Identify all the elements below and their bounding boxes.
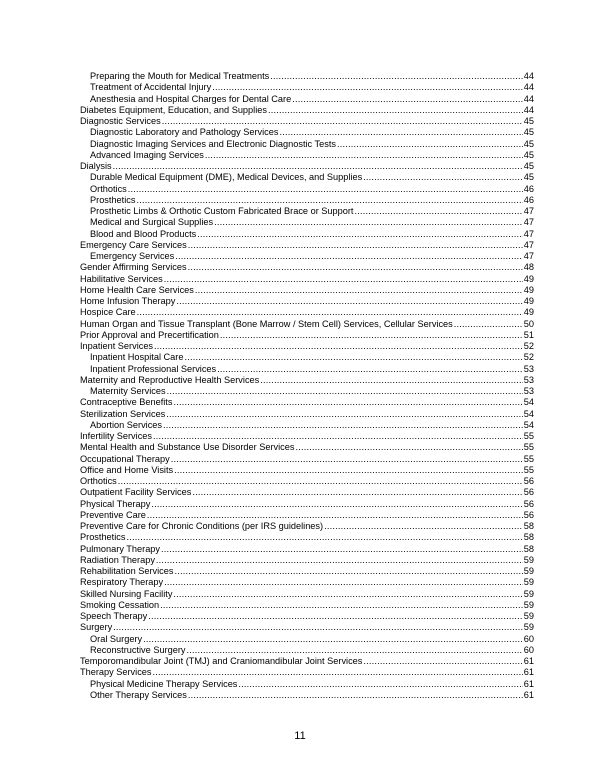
toc-entry-title[interactable]: Prosthetics — [80, 532, 126, 543]
toc-entry-page[interactable]: 49 — [523, 296, 534, 306]
toc-entry-page[interactable]: 52 — [523, 341, 534, 351]
toc-entry-page[interactable]: 45 — [523, 161, 534, 171]
dot-leader — [454, 319, 523, 330]
toc-entry-page[interactable]: 44 — [523, 82, 534, 93]
toc-entry[interactable] — [80, 577, 534, 588]
dot-leader — [174, 465, 523, 476]
toc-entry-title[interactable]: Contraceptive Benefits — [80, 397, 173, 408]
toc-entry-title[interactable]: Outpatient Facility Services — [80, 487, 192, 498]
dot-leader — [160, 600, 523, 611]
toc-entry-title[interactable]: Inpatient Services — [80, 341, 154, 351]
toc-entry-title[interactable]: Mental Health and Substance Use Disorder Services — [80, 442, 295, 453]
toc-entry[interactable] — [80, 634, 534, 645]
dot-leader — [154, 341, 523, 352]
dot-leader — [238, 679, 522, 690]
dot-leader — [176, 296, 522, 307]
toc-entry-page[interactable]: 48 — [523, 262, 534, 273]
toc-entry[interactable] — [80, 566, 534, 577]
dot-leader — [363, 172, 523, 183]
toc-entry[interactable] — [80, 679, 534, 690]
toc-entry-title[interactable]: Emergency Services — [90, 251, 175, 261]
toc-entry-page[interactable]: 45 — [523, 116, 534, 126]
toc-entry[interactable] — [80, 487, 534, 498]
toc-entry[interactable] — [80, 82, 534, 93]
toc-entry[interactable] — [80, 307, 534, 318]
toc-entry-title[interactable]: Medical and Surgical Supplies — [90, 217, 214, 228]
toc-entry-title[interactable]: Abortion Services — [90, 419, 163, 430]
toc-entry-title[interactable]: Maternity and Reproductive Health Services — [80, 374, 260, 385]
toc-entry[interactable] — [80, 172, 534, 183]
dot-leader — [354, 206, 522, 217]
toc-entry[interactable] — [80, 206, 534, 217]
toc-entry[interactable] — [80, 611, 534, 622]
toc-entry-title[interactable]: Infertility Services — [80, 431, 152, 441]
dot-leader — [174, 566, 522, 577]
toc-entry-page[interactable]: 47 — [523, 228, 534, 239]
toc-entry[interactable] — [80, 409, 534, 420]
toc-entry-page[interactable]: 56 — [523, 487, 534, 498]
toc-entry-page[interactable]: 55 — [523, 464, 534, 475]
toc-entry[interactable] — [80, 330, 534, 341]
dot-leader — [118, 476, 523, 487]
dot-leader — [137, 307, 523, 318]
dot-leader — [147, 510, 523, 521]
toc-entry-page[interactable]: 47 — [523, 206, 534, 216]
dot-leader — [143, 634, 523, 645]
toc-entry[interactable] — [80, 510, 534, 521]
toc-entry-page[interactable]: 61 — [523, 667, 534, 678]
dot-leader — [128, 184, 523, 195]
dot-leader — [126, 532, 522, 543]
toc-entry-page[interactable]: 47 — [523, 217, 534, 228]
toc-entry[interactable] — [80, 161, 534, 172]
toc-entry[interactable] — [80, 454, 534, 465]
page-number: 11 — [294, 730, 306, 742]
dot-leader — [173, 397, 522, 408]
toc-entry[interactable] — [80, 521, 534, 532]
toc-entry-title[interactable]: Human Organ and Tissue Transplant (Bone Marrow / Stem Cell) Services, Cellular Services — [80, 318, 453, 329]
toc-entry[interactable] — [80, 476, 534, 487]
toc-entry-page[interactable]: 46 — [523, 194, 534, 205]
toc-entry-title[interactable]: Home Infusion Therapy — [80, 296, 176, 306]
toc-entry-page[interactable]: 61 — [523, 678, 534, 689]
toc-entry-title[interactable]: Rehabilitation Services — [80, 566, 174, 576]
toc-entry-title[interactable]: Smoking Cessation — [80, 599, 160, 610]
dot-leader — [113, 161, 523, 172]
dot-leader — [279, 127, 522, 138]
toc-entry-title[interactable]: Treatment of Accidental Injury — [90, 82, 212, 93]
dot-leader — [197, 229, 523, 240]
dot-leader — [205, 150, 523, 161]
toc-entry[interactable] — [80, 274, 534, 285]
toc-entry[interactable] — [80, 555, 534, 566]
toc-entry-page[interactable]: 45 — [523, 172, 534, 183]
dot-leader — [156, 555, 523, 566]
toc-entry-page[interactable]: 54 — [523, 397, 534, 408]
toc-entry-page[interactable]: 60 — [523, 644, 534, 655]
dot-leader — [153, 667, 523, 678]
toc-entry-title[interactable]: Occupational Therapy — [80, 453, 170, 464]
toc-entry-title[interactable]: Inpatient Hospital Care — [90, 352, 184, 363]
toc-entry[interactable] — [80, 645, 534, 656]
toc-entry-page[interactable]: 58 — [523, 521, 534, 531]
toc-entry[interactable] — [80, 465, 534, 476]
dot-leader — [295, 442, 522, 453]
toc-entry[interactable] — [80, 285, 534, 296]
toc-entry[interactable] — [80, 319, 534, 330]
dot-leader — [220, 330, 523, 341]
dot-leader — [187, 645, 523, 656]
toc-entry[interactable] — [80, 364, 534, 375]
toc-entry-title[interactable]: Physical Therapy — [80, 498, 151, 509]
toc-entry-page[interactable]: 58 — [523, 532, 534, 543]
toc-entry[interactable] — [80, 667, 534, 678]
toc-entry-title[interactable]: Speech Therapy — [80, 611, 148, 621]
dot-leader — [188, 240, 523, 251]
toc-entry-title[interactable]: Orthotics — [90, 183, 127, 194]
dot-leader — [171, 454, 523, 465]
toc-entry[interactable] — [80, 622, 534, 633]
toc-entry[interactable] — [80, 589, 534, 600]
toc-entry-page[interactable]: 45 — [523, 138, 534, 149]
dot-leader — [184, 352, 522, 363]
dot-leader — [161, 544, 523, 555]
toc-entry[interactable] — [80, 499, 534, 510]
toc-entry-page[interactable]: 56 — [523, 509, 534, 520]
toc-entry-page[interactable]: 59 — [523, 588, 534, 599]
toc-entry[interactable] — [80, 442, 534, 453]
toc-entry-title[interactable]: Anesthesia and Hospital Charges for Dental Care — [90, 93, 292, 104]
dot-leader — [151, 499, 522, 510]
toc-entry-page[interactable]: 49 — [523, 273, 534, 284]
toc-entry-page[interactable]: 54 — [523, 419, 534, 430]
toc-entry-title[interactable]: Preventive Care — [80, 509, 146, 520]
toc-entry[interactable] — [80, 420, 534, 431]
toc-entry-title[interactable]: Blood and Blood Products — [90, 228, 197, 239]
toc-entry-title[interactable]: Therapy Services — [80, 667, 152, 678]
toc-entry-page[interactable]: 61 — [523, 656, 534, 666]
toc-entry-page[interactable]: 44 — [523, 71, 534, 81]
toc-entry[interactable] — [80, 184, 534, 195]
toc-entry[interactable] — [80, 341, 534, 352]
toc-entry[interactable] — [80, 397, 534, 408]
dot-leader — [260, 375, 523, 386]
toc-entry-title[interactable]: Diabetes Equipment, Education, and Supplies — [80, 104, 267, 115]
toc-entry[interactable] — [80, 229, 534, 240]
toc-entry-title[interactable]: Durable Medical Equipment (DME), Medical Devices, and Supplies — [90, 172, 363, 183]
toc-entry-title[interactable]: Habilitative Services — [80, 273, 163, 284]
toc-entry-page[interactable]: 53 — [523, 374, 534, 385]
toc-entry-page[interactable]: 59 — [523, 611, 534, 621]
toc-entry-page[interactable]: 59 — [523, 622, 534, 633]
toc-entry-page[interactable]: 59 — [523, 599, 534, 610]
toc-entry[interactable] — [80, 532, 534, 543]
dot-leader — [188, 262, 523, 273]
toc-entry-title[interactable]: Surgery — [80, 622, 113, 633]
dot-leader — [148, 611, 523, 622]
toc-entry-title[interactable]: Diagnostic Imaging Services and Electronic Diagnostic Tests — [90, 138, 336, 149]
toc-entry-title[interactable]: Prosthetics — [90, 194, 136, 205]
dot-leader — [214, 217, 523, 228]
toc-entry-title[interactable]: Preventive Care for Chronic Conditions (per IRS guidelines) — [80, 521, 324, 531]
toc-entry-title[interactable]: Pulmonary Therapy — [80, 543, 161, 554]
dot-leader — [270, 71, 523, 82]
toc-entry-page[interactable]: 55 — [523, 431, 534, 441]
dot-leader — [292, 94, 523, 105]
toc-entry-title[interactable]: Skilled Nursing Facility — [80, 588, 173, 599]
dot-leader — [192, 487, 522, 498]
toc-entry[interactable] — [80, 690, 534, 701]
toc-entry-title[interactable]: Home Health Care Services — [80, 284, 194, 295]
toc-entry-title[interactable]: Other Therapy Services — [90, 689, 187, 700]
toc-entry-title[interactable]: Emergency Care Services — [80, 239, 187, 250]
toc-entry-page[interactable]: 49 — [523, 307, 534, 318]
toc-entry[interactable] — [80, 262, 534, 273]
toc-entry-title[interactable]: Dialysis — [80, 161, 112, 171]
toc-entry-page[interactable]: 45 — [523, 127, 534, 138]
toc-entry[interactable] — [80, 375, 534, 386]
toc-entry-title[interactable]: Respiratory Therapy — [80, 577, 164, 588]
toc-entry[interactable] — [80, 296, 534, 307]
toc-entry[interactable] — [80, 352, 534, 363]
toc-entry-page[interactable]: 59 — [523, 577, 534, 588]
toc-entry[interactable] — [80, 656, 534, 667]
dot-leader — [195, 285, 523, 296]
toc-entry-page[interactable]: 56 — [523, 476, 534, 486]
toc-entry-title[interactable]: Inpatient Professional Services — [90, 363, 217, 374]
toc-entry-page[interactable]: 44 — [523, 93, 534, 104]
dot-leader — [166, 409, 522, 420]
toc-entry[interactable] — [80, 240, 534, 251]
toc-entry-page[interactable]: 45 — [523, 149, 534, 160]
toc-entry-page[interactable]: 52 — [523, 352, 534, 363]
toc-entry-title[interactable]: Radiation Therapy — [80, 554, 155, 565]
dot-leader — [212, 82, 523, 93]
dot-leader — [167, 386, 523, 397]
dot-leader — [217, 364, 523, 375]
toc-entry-page[interactable]: 61 — [523, 689, 534, 700]
dot-leader — [113, 622, 523, 633]
dot-leader — [337, 139, 523, 150]
toc-entry[interactable] — [80, 71, 534, 82]
dot-leader — [324, 521, 523, 532]
dot-leader — [175, 251, 523, 262]
table-of-contents — [80, 71, 534, 701]
toc-entry-page[interactable]: 53 — [523, 363, 534, 374]
toc-entry-page[interactable]: 59 — [523, 554, 534, 565]
toc-entry-title[interactable]: Temporomandibular Joint (TMJ) and Craniomandibular Joint Services — [80, 656, 363, 666]
dot-leader — [164, 274, 523, 285]
toc-entry-title[interactable]: Orthotics — [80, 476, 117, 486]
toc-entry[interactable] — [80, 94, 534, 105]
toc-entry-title[interactable]: Physical Medicine Therapy Services — [90, 678, 238, 689]
toc-entry[interactable] — [80, 386, 534, 397]
toc-entry-page[interactable]: 59 — [523, 566, 534, 576]
toc-entry-page[interactable]: 47 — [523, 239, 534, 250]
toc-entry-title[interactable]: Hospice Care — [80, 307, 136, 318]
dot-leader — [136, 195, 522, 206]
toc-entry[interactable] — [80, 217, 534, 228]
toc-entry-title[interactable]: Office and Home Visits — [80, 464, 174, 475]
dot-leader — [268, 105, 523, 116]
dot-leader — [188, 690, 523, 701]
toc-entry-page[interactable]: 51 — [523, 329, 534, 340]
dot-leader — [363, 656, 522, 667]
toc-entry-page[interactable]: 53 — [523, 386, 534, 396]
toc-entry-page[interactable]: 44 — [523, 104, 534, 115]
toc-entry-title[interactable]: Reconstructive Surgery — [90, 644, 186, 655]
toc-entry-page[interactable]: 47 — [523, 251, 534, 261]
toc-entry-page[interactable]: 56 — [523, 498, 534, 509]
toc-entry-page[interactable]: 46 — [523, 183, 534, 194]
dot-leader — [163, 420, 523, 431]
dot-leader — [153, 431, 523, 442]
toc-entry-page[interactable]: 60 — [523, 633, 534, 644]
toc-entry-title[interactable]: Oral Surgery — [90, 633, 143, 644]
toc-entry-title[interactable]: Diagnostic Laboratory and Pathology Services — [90, 127, 279, 138]
toc-entry-title[interactable]: Preparing the Mouth for Medical Treatments — [90, 71, 270, 81]
dot-leader — [162, 116, 523, 127]
toc-entry[interactable] — [80, 150, 534, 161]
dot-leader — [173, 589, 522, 600]
toc-entry[interactable] — [80, 127, 534, 138]
toc-entry-page[interactable]: 50 — [523, 318, 534, 329]
toc-entry[interactable] — [80, 139, 534, 150]
toc-entry[interactable] — [80, 544, 534, 555]
toc-entry[interactable] — [80, 431, 534, 442]
toc-entry-title[interactable]: Sterilization Services — [80, 408, 166, 419]
toc-entry-page[interactable]: 54 — [523, 408, 534, 419]
toc-entry-title[interactable]: Maternity Services — [90, 386, 166, 396]
toc-entry-title[interactable]: Advanced Imaging Services — [90, 149, 204, 160]
toc-entry-page[interactable]: 49 — [523, 284, 534, 295]
toc-entry[interactable] — [80, 195, 534, 206]
toc-entry-title[interactable]: Diagnostic Services — [80, 116, 161, 126]
toc-entry-page[interactable]: 55 — [523, 453, 534, 464]
toc-entry[interactable] — [80, 251, 534, 262]
dot-leader — [164, 577, 523, 588]
toc-entry[interactable] — [80, 116, 534, 127]
toc-entry-title[interactable]: Prior Approval and Precertification — [80, 329, 219, 340]
toc-entry[interactable] — [80, 105, 534, 116]
toc-entry[interactable] — [80, 600, 534, 611]
toc-entry-page[interactable]: 55 — [523, 442, 534, 453]
toc-entry-title[interactable]: Gender Affirming Services — [80, 262, 187, 273]
toc-entry-page[interactable]: 58 — [523, 543, 534, 554]
toc-entry-title[interactable]: Prosthetic Limbs & Orthotic Custom Fabricated Brace or Support — [90, 206, 354, 216]
